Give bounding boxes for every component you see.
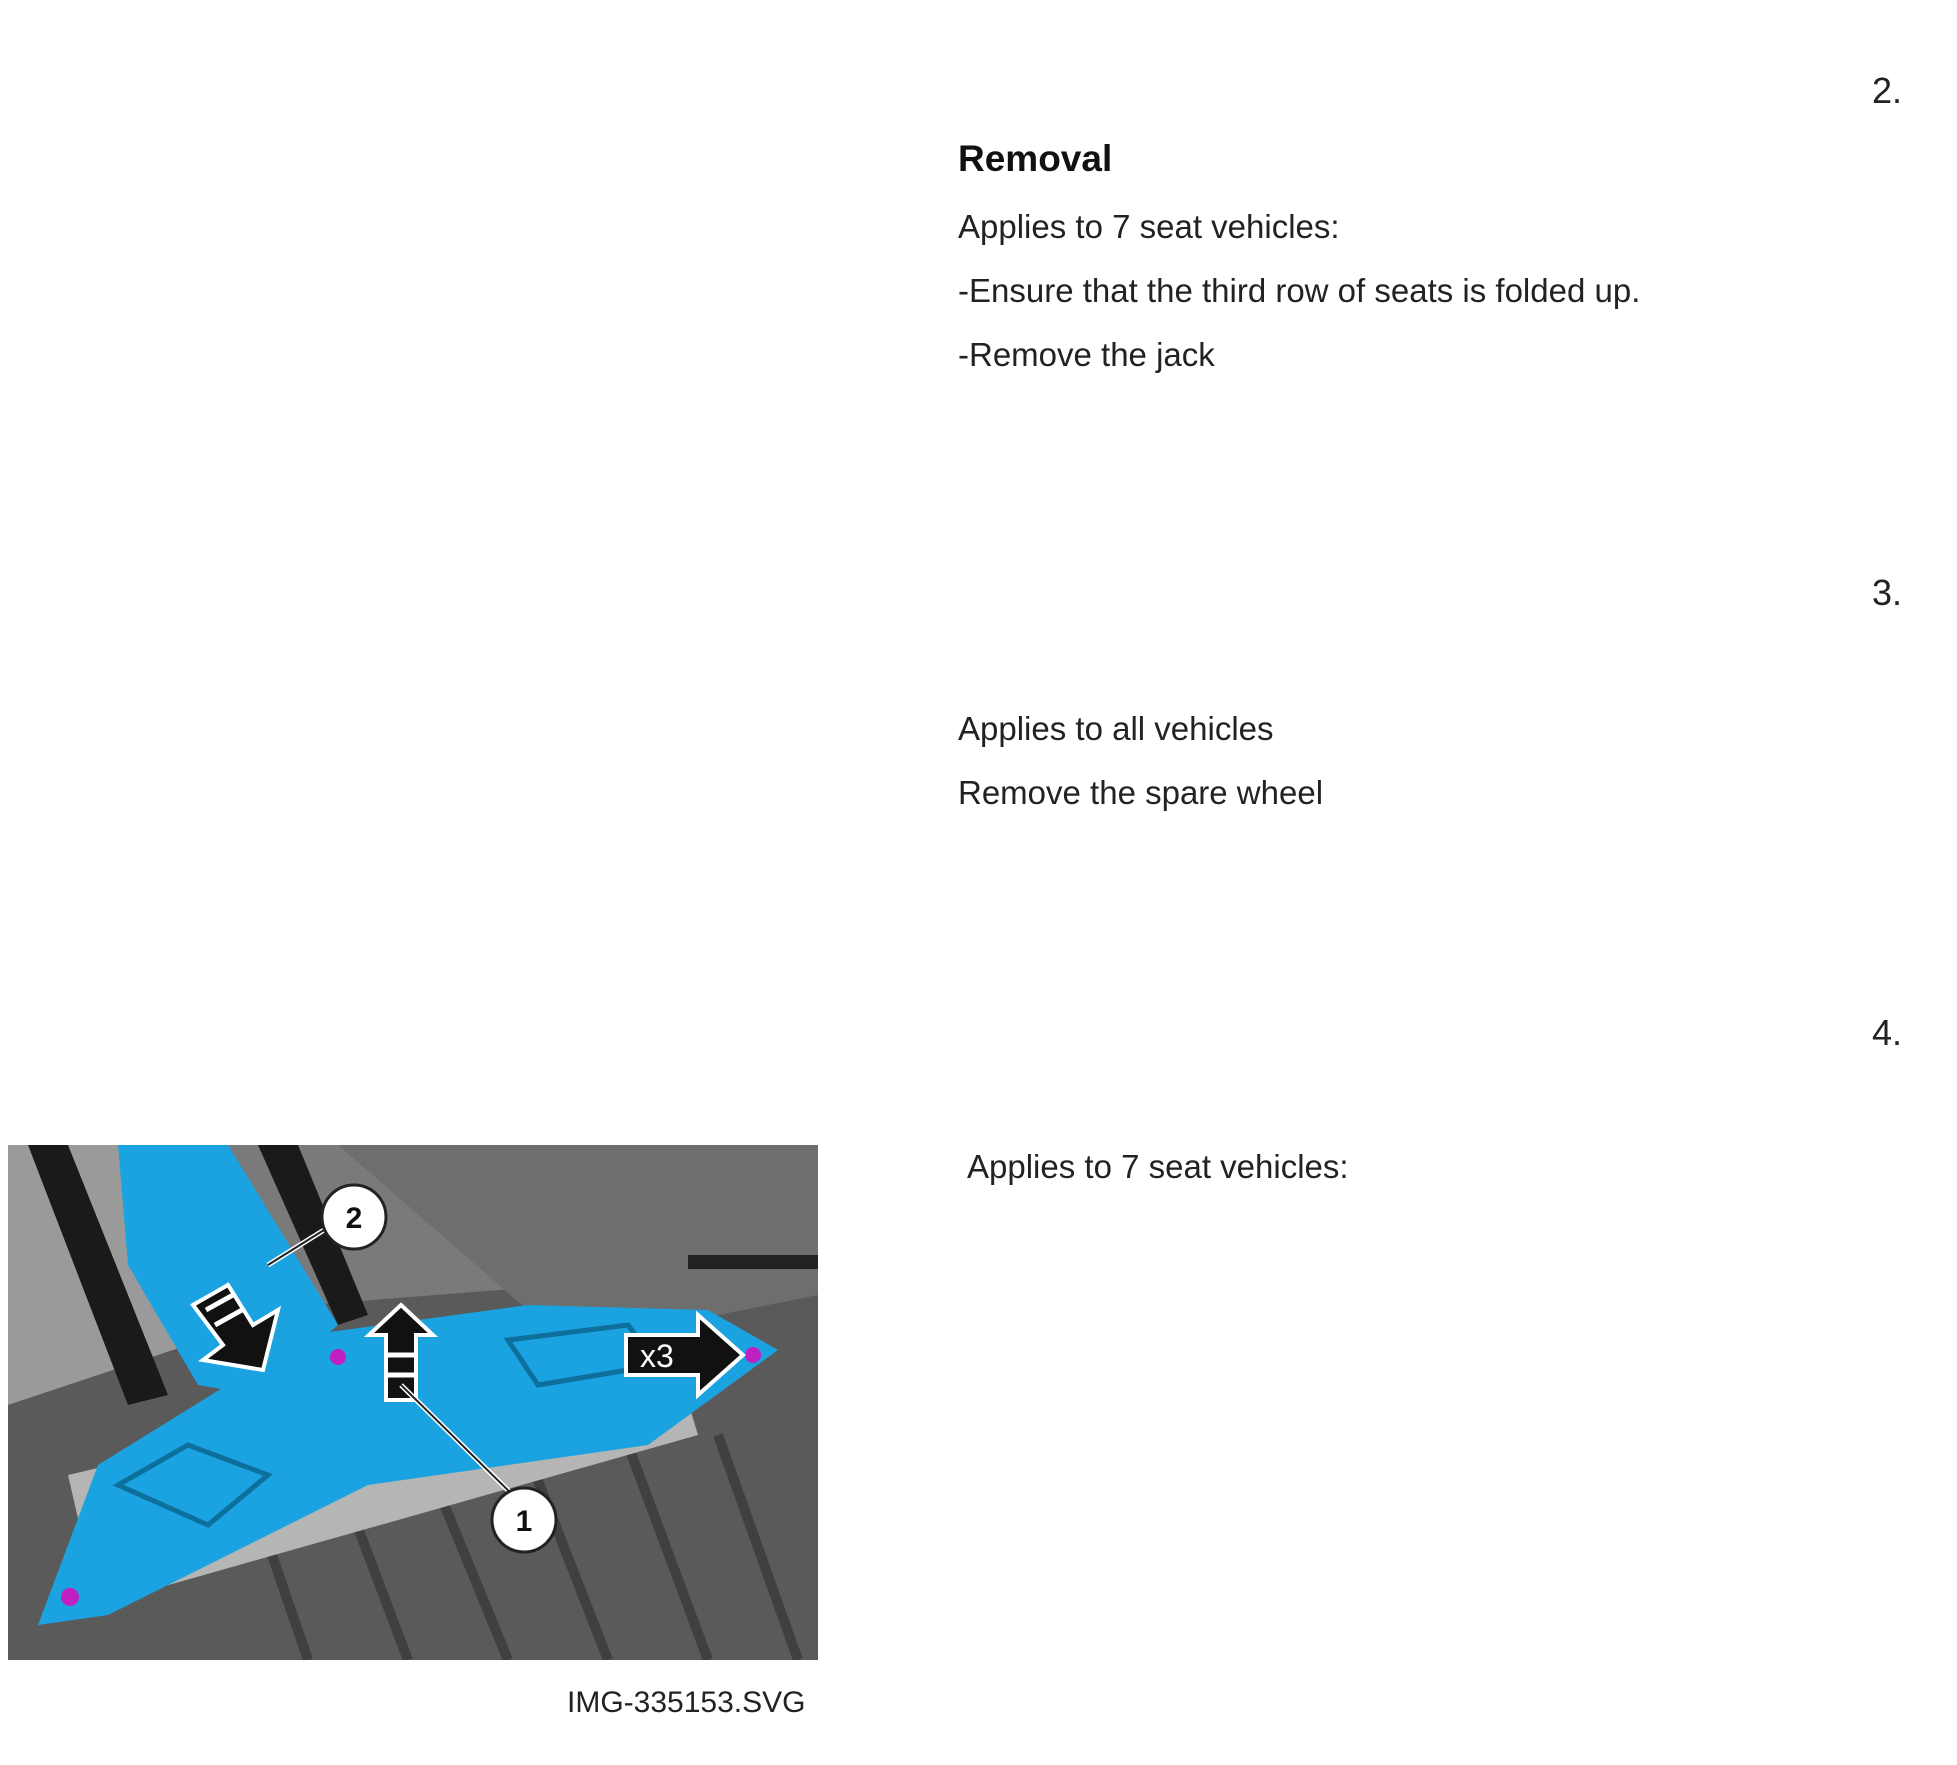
step-3-number: 3. xyxy=(1872,572,1903,613)
callout-1 xyxy=(492,1488,556,1552)
step-2-line-3: -Remove the jack xyxy=(958,336,1215,373)
step-4-line-1: Applies to 7 seat vehicles: xyxy=(967,1148,1349,1185)
step-2-number: 2. xyxy=(1872,70,1903,111)
step-2-heading: Removal xyxy=(958,138,1113,179)
spare-wheel-cover-illustration xyxy=(8,1145,818,1660)
step-3-line-2: Remove the spare wheel xyxy=(958,774,1324,811)
step-2-line-2: -Ensure that the third row of seats is folded up. xyxy=(958,272,1641,309)
step-2-line-1: Applies to 7 seat vehicles: xyxy=(958,208,1340,245)
figure-caption: IMG-335153.SVG xyxy=(567,1686,806,1719)
svg-text:1: 1 xyxy=(515,1505,533,1538)
callout-2 xyxy=(322,1185,386,1249)
step-4-number: 4. xyxy=(1872,1012,1903,1053)
step-3-line-1: Applies to all vehicles xyxy=(958,710,1274,747)
repeat-count-label: x3 xyxy=(640,1338,674,1374)
svg-text:2: 2 xyxy=(345,1202,363,1235)
